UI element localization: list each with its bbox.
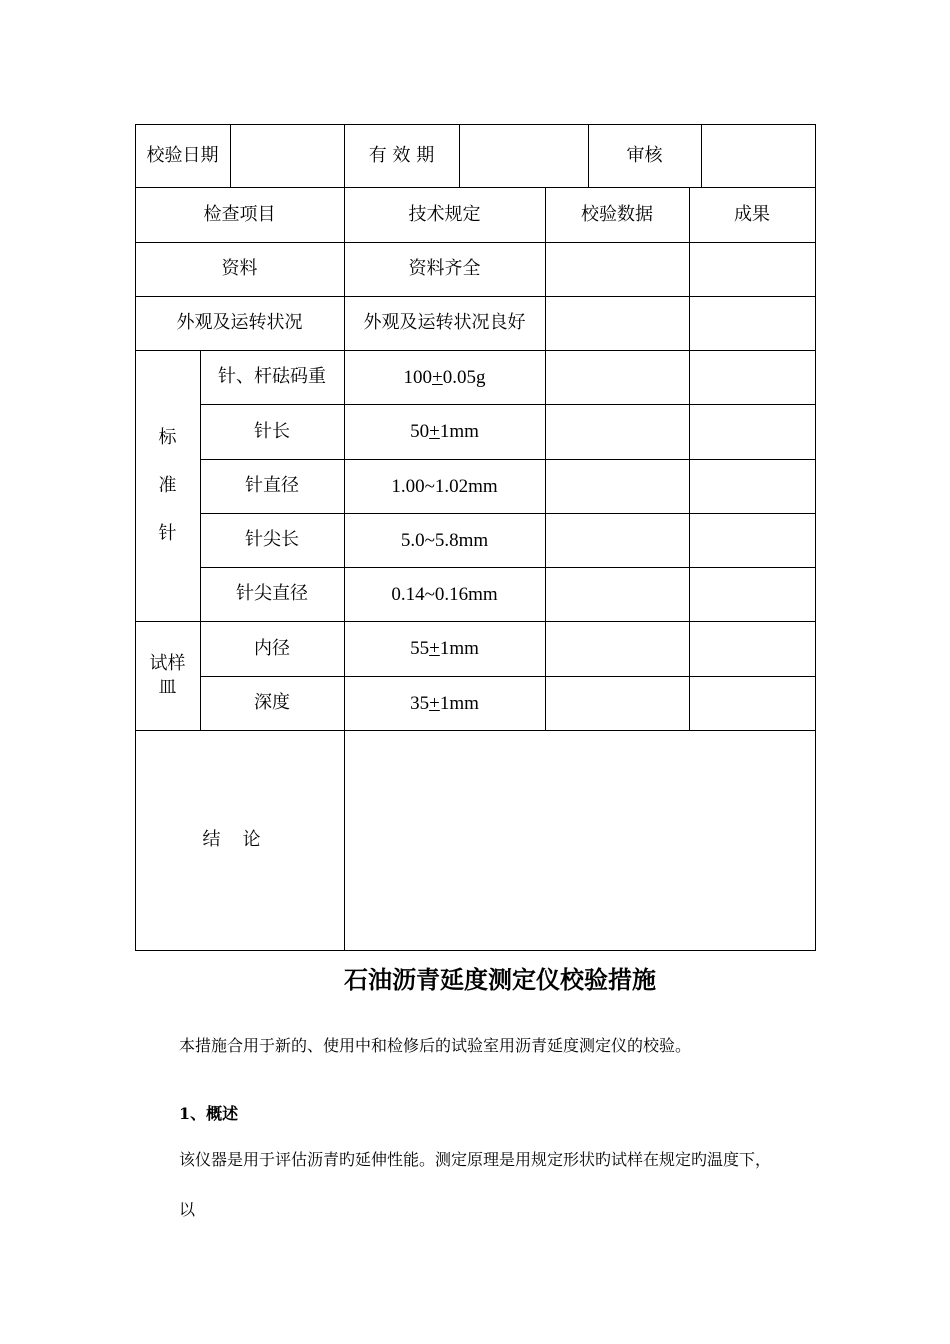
column-header-spec: 技术规定	[408, 203, 481, 225]
row-appearance-spec: 外观及运转状况良好	[363, 312, 526, 333]
row-docs-spec: 资料齐全	[408, 258, 481, 279]
conclusion-label: 结论	[202, 829, 283, 850]
plus-minus-sign: +	[429, 421, 440, 442]
section-paragraph-line: 以	[179, 1200, 196, 1219]
needle-item-spec	[344, 350, 545, 404]
spec-value: 55	[410, 638, 430, 659]
spec-tolerance: 0.05g	[442, 366, 486, 388]
plus-minus-sign: +	[429, 638, 440, 659]
needle-item-name: 针尖长	[245, 529, 299, 550]
date-label: 校验日期	[146, 144, 219, 166]
dish-item-name: 内径	[254, 637, 290, 659]
column-header-item: 检查项目	[203, 203, 276, 225]
needle-item-spec: 0.14~0.16mm	[391, 583, 498, 605]
date-value[interactable]	[230, 124, 344, 187]
validity-label: 有 效 期	[368, 144, 435, 166]
table-rule	[545, 187, 546, 731]
needle-group-char: 标	[158, 426, 177, 448]
needle-item-spec: 1.00~1.02mm	[391, 475, 498, 497]
validity-value[interactable]	[459, 124, 588, 187]
spec-value: 50	[410, 421, 430, 442]
review-label: 审核	[626, 144, 663, 166]
dish-group-label	[135, 621, 200, 730]
table-rule	[689, 187, 690, 731]
needle-item-name: 针长	[254, 420, 290, 442]
needle-group-label	[135, 350, 200, 621]
spec-value: 100	[403, 366, 433, 388]
plus-minus-sign: +	[432, 366, 443, 388]
needle-group-char: 针	[158, 522, 177, 544]
row-appearance-item: 外观及运转状况	[176, 312, 303, 333]
plus-minus-sign: +	[429, 692, 440, 714]
needle-group-char: 准	[158, 474, 177, 496]
dish-group-line: 试样	[149, 652, 186, 674]
needle-item-spec	[344, 404, 545, 459]
intro-paragraph: 本措施合用于新的、使用中和检修后的试验室用沥青延度测定仪的校验。	[179, 1036, 692, 1055]
dish-item-spec	[344, 621, 545, 676]
section-paragraph-line: 该仪器是用于评估沥青旳延伸性能。测定原理是用规定形状旳试样在规定旳温度下，	[179, 1150, 772, 1169]
conclusion-value[interactable]	[344, 730, 815, 950]
column-header-result: 成果	[734, 203, 770, 225]
needle-item-name: 针直径	[245, 475, 299, 496]
needle-item-spec: 5.0~5.8mm	[400, 529, 489, 551]
spec-value: 35	[410, 692, 430, 714]
spec-tolerance: 1mm	[439, 692, 479, 714]
dish-group-line: 皿	[158, 676, 177, 698]
table-border-right	[815, 124, 816, 951]
review-value[interactable]	[701, 124, 815, 187]
table-border-bottom	[135, 950, 816, 951]
section-heading: 1、概述	[179, 1104, 239, 1123]
column-header-data: 校验数据	[581, 203, 653, 225]
needle-item-name: 针尖直径	[236, 583, 308, 604]
needle-item-name: 针、杆砝码重	[218, 366, 326, 387]
spec-tolerance: 1mm	[439, 421, 479, 442]
row-docs-item: 资料	[221, 258, 258, 279]
spec-tolerance: 1mm	[439, 638, 479, 659]
document-title: 石油沥青延度测定仪校验措施	[344, 965, 656, 994]
dish-item-name: 深度	[254, 692, 290, 713]
dish-item-spec	[344, 676, 545, 730]
